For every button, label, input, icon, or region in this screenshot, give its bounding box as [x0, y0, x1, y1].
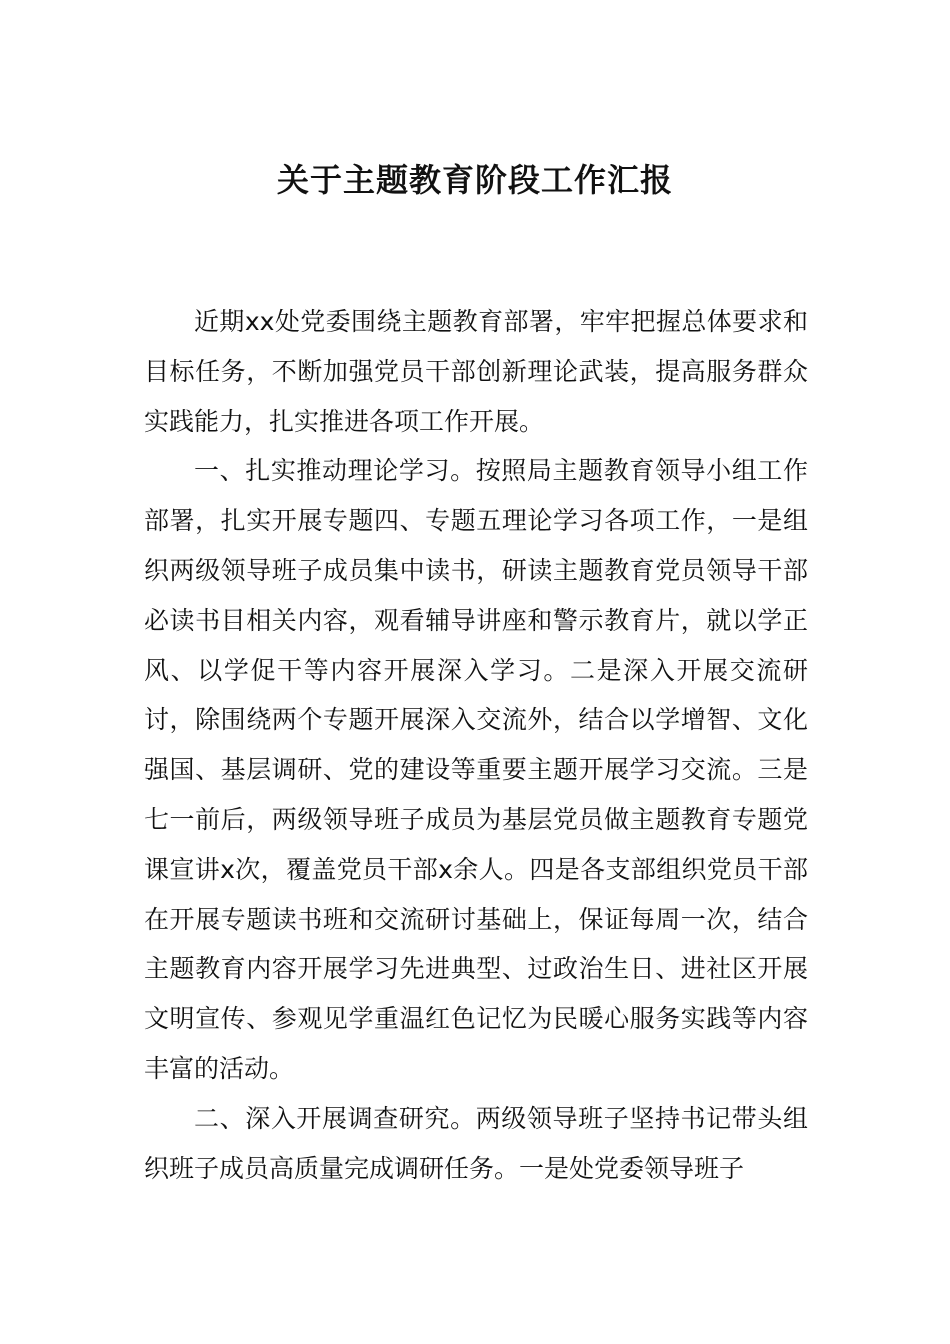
paragraph-research: 二、深入开展调查研究。两级领导班子坚持书记带头组织班子成员高质量完成调研任务。一是处党委领导班子: [144, 1103, 808, 1183]
paragraph-intro: 近期xx处党委围绕主题教育部署，牢牢把握总体要求和目标任务，不断加强党员干部创新理论武装，提高服务群众实践能力，扎实推进各项工作开展。: [144, 307, 808, 436]
document-body: [144, 297, 808, 1193]
paragraph-theory-study: 一、扎实推动理论学习。按照局主题教育领导小组工作部署，扎实开展专题四、专题五理论学习各项工作，一是组织两级领导班子成员集中读书，研读主题教育党员领导干部必读书目相关内容，观看辅导讲座和警示教育片，就以学正风、以学促干等内容开展深入学习。二是深入开展交流研讨，除围绕两个专题开展深入交流外，结合以学增智、文化强国、基层调研、党的建设等重要主题开展学习交流。三是七一前后，两级领导班子成员为基层党员做主题教育专题党课宣讲x次，覆盖党员干部x余人。四是各支部组织党员干部在开展专题读书班和交流研讨基础上，保证每周一次，结合主题教育内容开展学习先进典型、过政治生日、进社区开展文明宣传、参观见学重温红色记忆为民暖心服务实践等内容丰富的活动。: [144, 456, 808, 1083]
document-title: 关于主题教育阶段工作汇报: [276, 161, 673, 199]
